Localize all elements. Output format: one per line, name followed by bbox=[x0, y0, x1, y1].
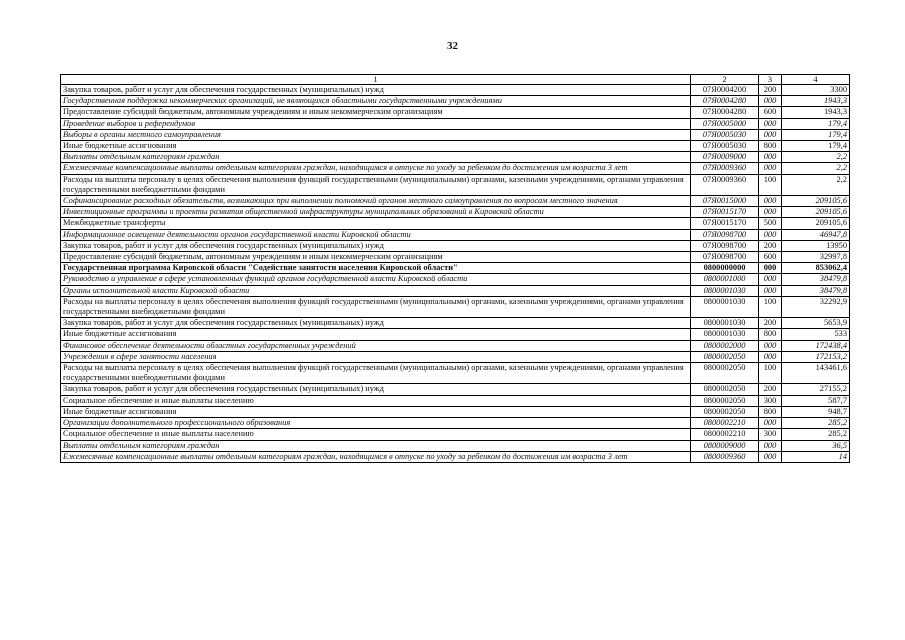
table-row bbox=[61, 285, 850, 296]
table-row bbox=[61, 363, 850, 384]
row-name: Закупка товаров, работ и услуг для обеспечения государственных (муниципальных) нужд bbox=[61, 240, 691, 251]
row-code: 0800001030 bbox=[691, 318, 759, 329]
row-name: Организации дополнительного профессионального образования bbox=[61, 418, 691, 429]
row-name: Органы исполнительной власти Кировской области bbox=[61, 285, 691, 296]
row-sum: 587,7 bbox=[782, 395, 850, 406]
table-row bbox=[61, 96, 850, 107]
header-name: 1 bbox=[61, 75, 691, 85]
row-type: 000 bbox=[759, 274, 782, 285]
row-type: 200 bbox=[759, 240, 782, 251]
row-code: 07Я0005030 bbox=[691, 129, 759, 140]
row-name: Предоставление субсидий бюджетным, автономным учреждениям и иным некоммерческим организациям bbox=[61, 107, 691, 118]
row-code: 07Я0009000 bbox=[691, 152, 759, 163]
table-row bbox=[61, 440, 850, 451]
row-code: 0800009000 bbox=[691, 440, 759, 451]
row-type: 000 bbox=[759, 263, 782, 274]
row-sum: 1943,3 bbox=[782, 107, 850, 118]
row-code: 07Я0009360 bbox=[691, 174, 759, 195]
row-code: 07Я0004280 bbox=[691, 96, 759, 107]
row-name: Учреждения в сфере занятости населения bbox=[61, 351, 691, 362]
row-code: 07Я0004280 bbox=[691, 107, 759, 118]
row-name: Закупка товаров, работ и услуг для обеспечения государственных (муниципальных) нужд bbox=[61, 318, 691, 329]
row-code: 0800001000 bbox=[691, 274, 759, 285]
row-name: Ежемесячные компенсационные выплаты отдельным категориям граждан, находящимся в отпуске по уходу за ребенком до достижения им возраста 3 лет bbox=[61, 163, 691, 174]
table-row bbox=[61, 85, 850, 96]
table-row bbox=[61, 118, 850, 129]
row-sum: 1943,3 bbox=[782, 96, 850, 107]
row-sum: 14 bbox=[782, 451, 850, 462]
row-sum: 5653,9 bbox=[782, 318, 850, 329]
page-number: 32 bbox=[447, 40, 458, 52]
row-name: Софинансирование расходных обязательств, возникающих при выполнении полномочий органов местного самоуправления по вопросам местного значения bbox=[61, 196, 691, 207]
row-type: 300 bbox=[759, 429, 782, 440]
table-body bbox=[61, 85, 850, 463]
row-name: Социальное обеспечение и иные выплаты населению bbox=[61, 395, 691, 406]
table-row bbox=[61, 384, 850, 395]
row-code: 0800000000 bbox=[691, 263, 759, 274]
row-sum: 172438,4 bbox=[782, 340, 850, 351]
row-type: 600 bbox=[759, 107, 782, 118]
row-name: Выплаты отдельным категориям граждан bbox=[61, 152, 691, 163]
row-code: 0800001030 bbox=[691, 329, 759, 340]
row-name: Информационное освещение деятельности органов государственной власти Кировской области bbox=[61, 229, 691, 240]
row-name: Государственная программа Кировской области "Содействие занятости населения Кировской области" bbox=[61, 263, 691, 274]
table-row bbox=[61, 107, 850, 118]
row-name: Иные бюджетные ассигнования bbox=[61, 406, 691, 417]
row-name: Инвестиционные программы и проекты развития общественной инфраструктуры муниципальных образований в Кировской области bbox=[61, 207, 691, 218]
header-code: 2 bbox=[691, 75, 759, 85]
table-row bbox=[61, 207, 850, 218]
row-type: 000 bbox=[759, 440, 782, 451]
row-name: Проведение выборов и референдумов bbox=[61, 118, 691, 129]
row-sum: 38479,8 bbox=[782, 274, 850, 285]
row-sum: 27155,2 bbox=[782, 384, 850, 395]
table-row bbox=[61, 351, 850, 362]
table-row bbox=[61, 318, 850, 329]
budget-table bbox=[60, 74, 850, 463]
row-sum: 36,5 bbox=[782, 440, 850, 451]
table-row bbox=[61, 252, 850, 263]
table-row bbox=[61, 296, 850, 317]
row-sum: 2,2 bbox=[782, 163, 850, 174]
table-row bbox=[61, 340, 850, 351]
row-name: Руководство и управление в сфере установленных функций органов государственной власти Кировской области bbox=[61, 274, 691, 285]
row-sum: 3300 bbox=[782, 85, 850, 96]
row-type: 000 bbox=[759, 163, 782, 174]
row-type: 000 bbox=[759, 418, 782, 429]
header-row bbox=[61, 75, 850, 85]
table-row bbox=[61, 196, 850, 207]
row-type: 800 bbox=[759, 406, 782, 417]
row-type: 200 bbox=[759, 384, 782, 395]
table-row bbox=[61, 229, 850, 240]
row-type: 500 bbox=[759, 218, 782, 229]
row-type: 100 bbox=[759, 174, 782, 195]
header-type: 3 bbox=[759, 75, 782, 85]
table-row bbox=[61, 152, 850, 163]
row-type: 800 bbox=[759, 141, 782, 152]
row-sum: 143461,6 bbox=[782, 363, 850, 384]
row-code: 07Я0098700 bbox=[691, 252, 759, 263]
row-type: 300 bbox=[759, 395, 782, 406]
table-row bbox=[61, 240, 850, 251]
row-sum: 285,2 bbox=[782, 418, 850, 429]
row-type: 100 bbox=[759, 296, 782, 317]
row-sum: 179,4 bbox=[782, 118, 850, 129]
row-sum: 285,2 bbox=[782, 429, 850, 440]
row-name: Закупка товаров, работ и услуг для обеспечения государственных (муниципальных) нужд bbox=[61, 384, 691, 395]
table-row bbox=[61, 174, 850, 195]
row-code: 07Я0004200 bbox=[691, 85, 759, 96]
row-type: 000 bbox=[759, 207, 782, 218]
row-name: Государственная поддержка некоммерческих организаций, не являющихся областными государственными учреждениями bbox=[61, 96, 691, 107]
table-row bbox=[61, 418, 850, 429]
row-sum: 38479,8 bbox=[782, 285, 850, 296]
row-type: 800 bbox=[759, 329, 782, 340]
row-type: 000 bbox=[759, 96, 782, 107]
row-name: Социальное обеспечение и иные выплаты населению bbox=[61, 429, 691, 440]
row-name: Расходы на выплаты персоналу в целях обеспечения выполнения функций государственными (муниципальными) органами, казенными учреждениями, органами управления государственными внебюджетными фондами bbox=[61, 174, 691, 195]
row-code: 0800002050 bbox=[691, 363, 759, 384]
row-code: 07Я0015170 bbox=[691, 218, 759, 229]
table-row bbox=[61, 406, 850, 417]
table-row bbox=[61, 263, 850, 274]
row-code: 07Я0098700 bbox=[691, 240, 759, 251]
row-sum: 179,4 bbox=[782, 129, 850, 140]
header-sum: 4 bbox=[782, 75, 850, 85]
row-code: 0800002050 bbox=[691, 406, 759, 417]
row-type: 000 bbox=[759, 152, 782, 163]
row-name: Иные бюджетные ассигнования bbox=[61, 141, 691, 152]
row-type: 000 bbox=[759, 285, 782, 296]
row-code: 0800002210 bbox=[691, 429, 759, 440]
row-type: 000 bbox=[759, 451, 782, 462]
table-row bbox=[61, 218, 850, 229]
row-sum: 32292,9 bbox=[782, 296, 850, 317]
row-code: 0800009360 bbox=[691, 451, 759, 462]
row-name: Финансовое обеспечение деятельности областных государственных учреждений bbox=[61, 340, 691, 351]
row-code: 07Я0009360 bbox=[691, 163, 759, 174]
row-name: Иные бюджетные ассигнования bbox=[61, 329, 691, 340]
row-code: 07Я0015170 bbox=[691, 207, 759, 218]
row-type: 200 bbox=[759, 318, 782, 329]
row-name: Выплаты отдельным категориям граждан bbox=[61, 440, 691, 451]
row-name: Расходы на выплаты персоналу в целях обеспечения выполнения функций государственными (муниципальными) органами, казенными учреждениями, органами управления государственными внебюджетными фондами bbox=[61, 363, 691, 384]
row-type: 200 bbox=[759, 85, 782, 96]
row-code: 07Я0015000 bbox=[691, 196, 759, 207]
row-type: 000 bbox=[759, 129, 782, 140]
row-sum: 32997,8 bbox=[782, 252, 850, 263]
row-sum: 13950 bbox=[782, 240, 850, 251]
row-code: 07Я0005030 bbox=[691, 141, 759, 152]
table-row bbox=[61, 395, 850, 406]
table-row bbox=[61, 329, 850, 340]
table-row bbox=[61, 163, 850, 174]
row-sum: 2,2 bbox=[782, 152, 850, 163]
row-type: 000 bbox=[759, 351, 782, 362]
row-name: Ежемесячные компенсационные выплаты отдельным категориям граждан, находящимся в отпуске по уходу за ребенком до достижения им возраста 3 лет bbox=[61, 451, 691, 462]
row-name: Закупка товаров, работ и услуг для обеспечения государственных (муниципальных) нужд bbox=[61, 85, 691, 96]
row-code: 0800002000 bbox=[691, 340, 759, 351]
row-type: 100 bbox=[759, 363, 782, 384]
row-sum: 948,7 bbox=[782, 406, 850, 417]
row-code: 0800002050 bbox=[691, 395, 759, 406]
row-code: 0800001030 bbox=[691, 296, 759, 317]
row-code: 0800002210 bbox=[691, 418, 759, 429]
row-sum: 46947,8 bbox=[782, 229, 850, 240]
row-code: 0800001030 bbox=[691, 285, 759, 296]
row-type: 000 bbox=[759, 118, 782, 129]
row-type: 000 bbox=[759, 340, 782, 351]
row-sum: 179,4 bbox=[782, 141, 850, 152]
row-type: 600 bbox=[759, 252, 782, 263]
table-row bbox=[61, 129, 850, 140]
row-sum: 533 bbox=[782, 329, 850, 340]
row-name: Межбюджетные трансферты bbox=[61, 218, 691, 229]
row-sum: 209105,6 bbox=[782, 218, 850, 229]
row-code: 07Я0098700 bbox=[691, 229, 759, 240]
row-code: 07Я0005000 bbox=[691, 118, 759, 129]
table-row bbox=[61, 451, 850, 462]
row-sum: 853062,4 bbox=[782, 263, 850, 274]
row-code: 0800002050 bbox=[691, 384, 759, 395]
row-type: 000 bbox=[759, 196, 782, 207]
row-sum: 172153,2 bbox=[782, 351, 850, 362]
row-sum: 209105,6 bbox=[782, 196, 850, 207]
table-row bbox=[61, 274, 850, 285]
row-name: Выборы в органы местного самоуправления bbox=[61, 129, 691, 140]
row-sum: 209105,6 bbox=[782, 207, 850, 218]
row-sum: 2,2 bbox=[782, 174, 850, 195]
row-code: 0800002050 bbox=[691, 351, 759, 362]
table-row bbox=[61, 141, 850, 152]
row-name: Расходы на выплаты персоналу в целях обеспечения выполнения функций государственными (муниципальными) органами, казенными учреждениями, органами управления государственными внебюджетными фондами bbox=[61, 296, 691, 317]
row-name: Предоставление субсидий бюджетным, автономным учреждениям и иным некоммерческим организациям bbox=[61, 252, 691, 263]
table-row bbox=[61, 429, 850, 440]
row-type: 000 bbox=[759, 229, 782, 240]
